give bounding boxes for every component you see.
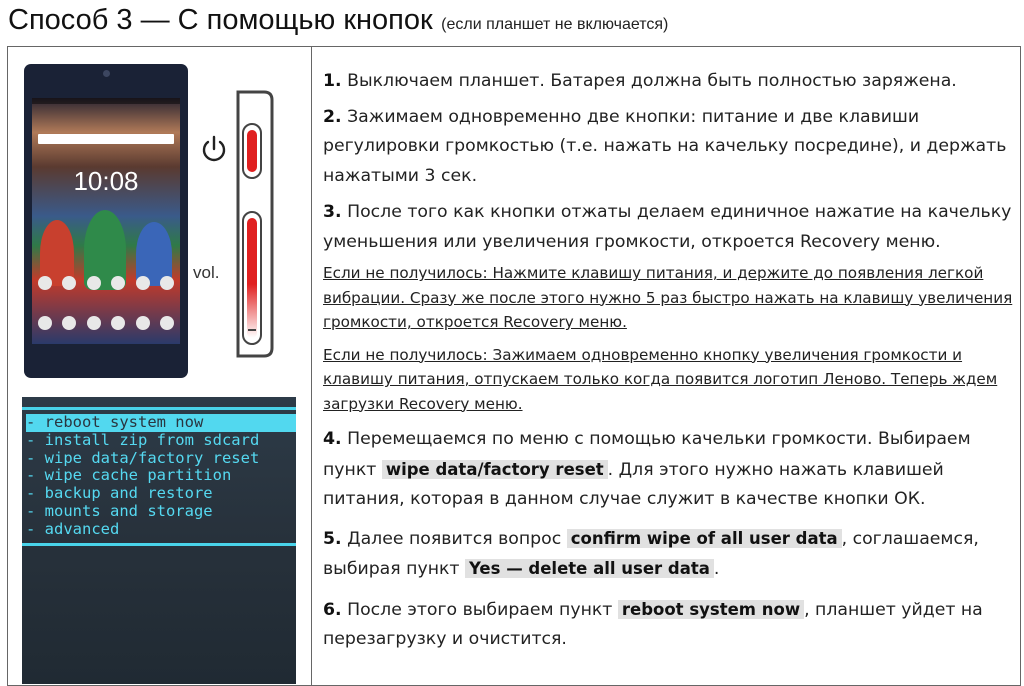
fallback-note-1: Если не получилось: Нажмите клавишу питания, и держите до появления легкой вибрации. Сразу же после этого нужно 5 раз быстро нажать на клавишу увеличения громкости, откроется Recovery меню.: [323, 264, 1013, 331]
fallback-note-2: Если не получилось: Зажимаем одновременно кнопку увеличения громкости и клавишу питания, отпускаем только когда появится логотип Леново. Теперь ждем загрузки Recovery меню.: [323, 345, 998, 413]
page-title-main: Способ 3 — С помощью кнопок: [8, 4, 433, 36]
step-4: [323, 425, 1015, 515]
instruction-steps: [323, 67, 1015, 655]
step-text: Перемещаемся по меню с помощью качельки громкости. Выбираем пункт: [323, 429, 971, 480]
step-number: 5.: [323, 528, 342, 549]
table-column-divider: [311, 46, 312, 686]
recovery-bottom-rule: [22, 543, 296, 546]
recovery-top-rule: [22, 407, 296, 410]
step-text: Выключаем планшет. Батарея должна быть полностью заряжена.: [347, 71, 957, 91]
front-camera: [103, 70, 110, 77]
lockscreen-clock: 10:08: [73, 166, 139, 196]
step-text: Далее появится вопрос: [347, 528, 562, 549]
step-text: Зажимаем одновременно две кнопки: питание и две клавиши регулировки громкостью (т.е. нажать на качельку посредине), и держать нажатыми 3 сек.: [323, 106, 1007, 186]
tablet-screen: [32, 98, 180, 344]
google-search-bar: [38, 134, 174, 144]
recovery-menu-item: - wipe cache partition: [26, 466, 232, 485]
step-6: [323, 595, 1015, 655]
step-number: 6.: [323, 599, 342, 620]
menu-option-label: confirm wipe of all user data: [567, 529, 842, 548]
step-text: , планшет уйдет на перезагрузку и очистится.: [323, 599, 983, 649]
step-2: [323, 103, 1015, 192]
power-icon: [200, 135, 228, 165]
step-text: , соглашаемся, выбирая пункт: [323, 528, 979, 579]
step-1: [323, 67, 1015, 97]
step-5: [323, 524, 1015, 585]
recovery-menu-item: - advanced: [26, 519, 120, 538]
power-button: [247, 130, 257, 172]
recovery-menu-list: [26, 414, 296, 539]
volume-rocker: [247, 218, 257, 338]
side-buttons-diagram: [228, 86, 280, 358]
step-text: . Для этого нужно нажать клавишей питания, которая в данном случае служит в качестве кнопки ОК.: [323, 459, 944, 509]
dock-icon-row: [38, 316, 174, 330]
recovery-menu-item: - wipe data/factory reset: [26, 448, 260, 467]
tablet-illustration: [24, 64, 188, 378]
step-text: .: [713, 559, 720, 579]
recovery-menu-item: - reboot system now: [26, 414, 296, 432]
menu-option-label: wipe data/factory reset: [382, 460, 608, 479]
step-3: [323, 198, 1015, 257]
step-number: 1.: [323, 71, 342, 91]
menu-option-label: Yes — delete all user data: [465, 559, 714, 578]
page-title-subtitle: (если планшет не включается): [441, 16, 669, 33]
recovery-menu-screen: [22, 397, 296, 684]
recovery-menu-item: - install zip from sdcard: [26, 430, 260, 449]
recovery-menu-item: - backup and restore: [26, 484, 213, 503]
status-bar: [32, 98, 180, 104]
app-icon-row: [38, 276, 174, 290]
step-number: 4.: [323, 429, 342, 449]
page-title: [8, 4, 668, 37]
recovery-menu-item: - mounts and storage: [26, 501, 213, 520]
volume-label: vol.: [193, 263, 220, 282]
step-number: 2.: [323, 106, 342, 127]
step-number: 3.: [323, 202, 342, 222]
step-text: После этого выбираем пункт: [347, 599, 613, 620]
step-text: После того как кнопки отжаты делаем единичное нажатие на качельку уменьшения или увеличения громкости, откроется Recovery меню.: [323, 202, 1012, 252]
menu-option-label: reboot system now: [618, 600, 804, 619]
